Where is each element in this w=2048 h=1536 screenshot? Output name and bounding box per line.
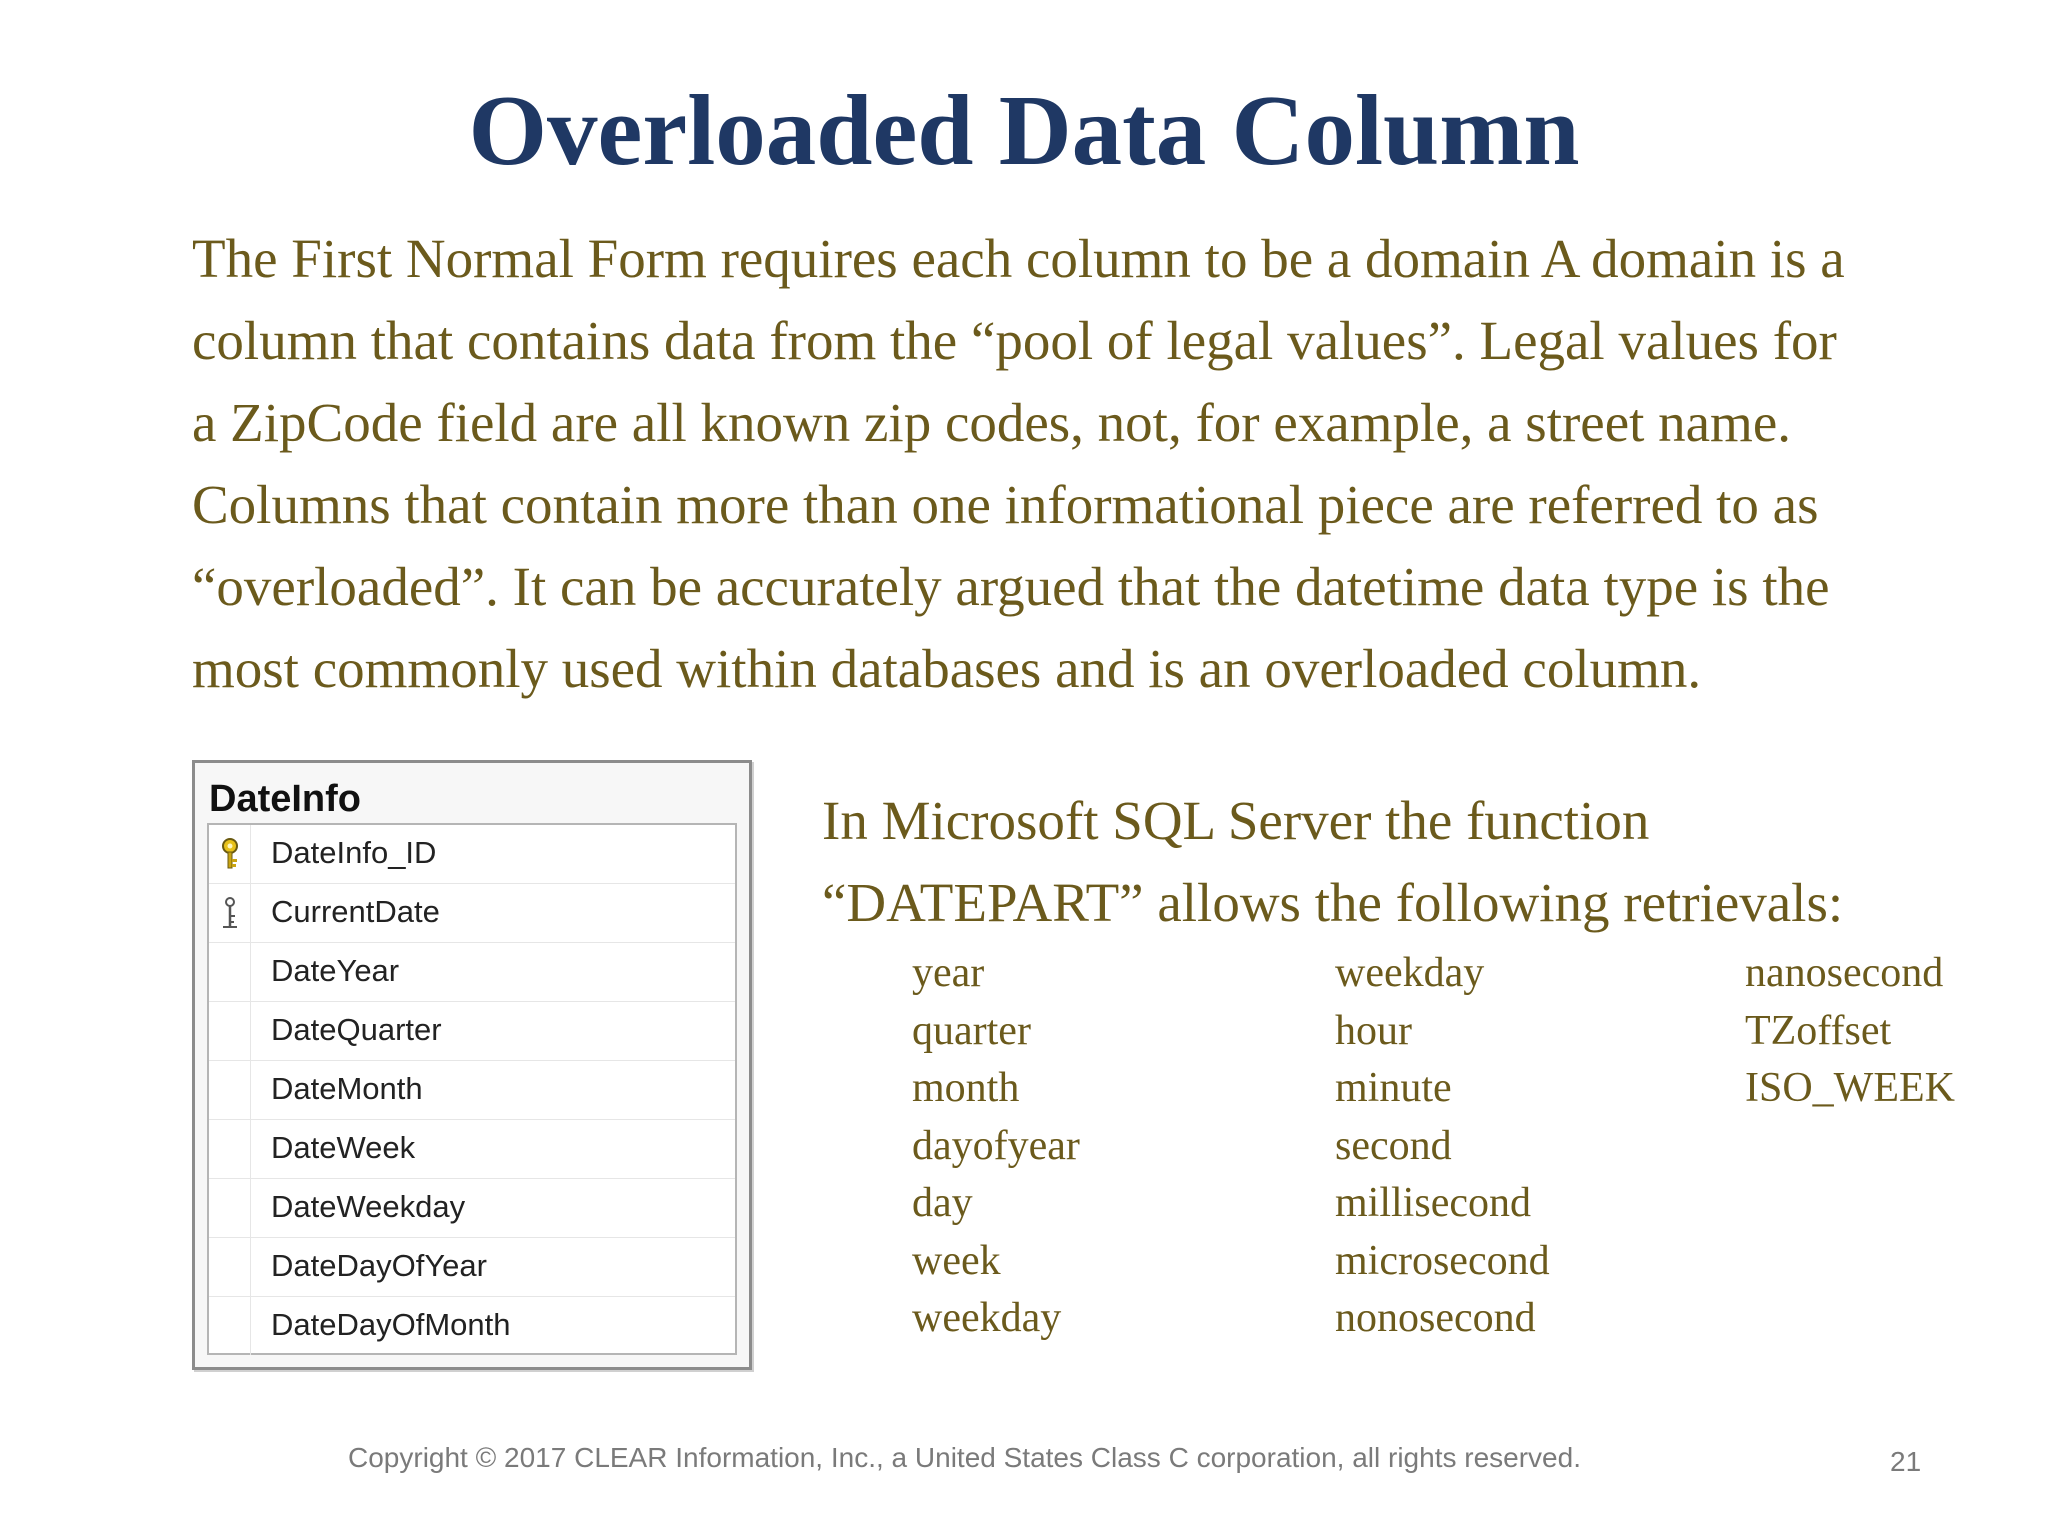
datepart-list-column-1 — [912, 945, 1080, 1348]
table-column-list — [207, 823, 737, 1355]
row-gutter — [209, 1297, 251, 1355]
row-gutter — [209, 1120, 251, 1178]
list-item: weekday — [1335, 950, 1485, 996]
table-row — [209, 884, 735, 943]
table-row — [209, 1002, 735, 1061]
row-gutter — [209, 1002, 251, 1060]
column-name: DateQuarter — [271, 1012, 442, 1047]
list-item: nonosecond — [1335, 1295, 1536, 1341]
table-row — [209, 1179, 735, 1238]
primary-key-icon — [217, 837, 243, 871]
list-item: weekday — [912, 1295, 1062, 1341]
column-name: DateMonth — [271, 1071, 423, 1106]
table-row — [209, 1297, 735, 1356]
list-item: hour — [1335, 1007, 1412, 1054]
column-name: DateYear — [271, 953, 400, 988]
row-gutter — [209, 825, 251, 883]
intro-line: most commonly used within databases and is an overloaded column. — [192, 638, 1702, 699]
intro-line: Columns that contain more than one informational piece are referred to as — [192, 474, 1819, 535]
list-item: ISO_WEEK — [1745, 1065, 1955, 1111]
list-item: day — [912, 1180, 973, 1226]
dateinfo-table-diagram — [192, 760, 752, 1370]
list-item: microsecond — [1335, 1237, 1550, 1284]
column-name: DateWeek — [271, 1130, 416, 1165]
column-name: CurrentDate — [271, 894, 440, 929]
intro-line: The First Normal Form requires each column to be a domain A domain is a — [192, 228, 1845, 289]
datepart-list-column-2 — [1335, 945, 1550, 1348]
page-number: 21 — [1890, 1446, 1922, 1477]
list-item: quarter — [912, 1007, 1031, 1054]
list-item: month — [912, 1065, 1020, 1111]
datepart-intro-line: “DATEPART” allows the following retrievals: — [822, 872, 1844, 933]
table-row — [209, 1120, 735, 1179]
column-name: DateDayOfYear — [271, 1248, 487, 1283]
row-gutter — [209, 1179, 251, 1237]
list-item: nanosecond — [1745, 950, 1944, 996]
row-gutter — [209, 884, 251, 942]
intro-line: “overloaded”. It can be accurately argued that the datetime data type is the — [192, 556, 1830, 617]
list-item: millisecond — [1335, 1180, 1531, 1226]
intro-paragraph — [192, 218, 1952, 710]
datepart-intro — [822, 780, 2002, 944]
row-gutter — [209, 1238, 251, 1296]
slide-title: Overloaded Data Column — [468, 74, 1580, 186]
intro-line: column that contains data from the “pool of legal values”. Legal values for — [192, 310, 1837, 371]
list-item: week — [912, 1237, 1001, 1284]
list-item: TZoffset — [1745, 1007, 1892, 1054]
column-name: DateDayOfMonth — [271, 1307, 511, 1342]
row-gutter — [209, 943, 251, 1001]
column-name: DateWeekday — [271, 1189, 466, 1224]
foreign-key-icon — [217, 896, 243, 930]
intro-line: a ZipCode field are all known zip codes, not, for example, a street name. — [192, 392, 1792, 453]
datepart-list-column-3 — [1745, 945, 1955, 1118]
table-name: DateInfo — [209, 778, 361, 820]
table-row — [209, 1061, 735, 1120]
list-item: dayofyear — [912, 1122, 1080, 1169]
table-row — [209, 1238, 735, 1297]
table-row — [209, 825, 735, 884]
list-item: minute — [1335, 1065, 1452, 1111]
datepart-intro-line: In Microsoft SQL Server the function — [822, 790, 1650, 851]
copyright-notice: Copyright © 2017 CLEAR Information, Inc., a United States Class C corporation, all rights reserved. — [348, 1442, 1581, 1473]
row-gutter — [209, 1061, 251, 1119]
list-item: second — [1335, 1122, 1452, 1169]
list-item: year — [912, 950, 985, 996]
table-row — [209, 943, 735, 1002]
column-name: DateInfo_ID — [271, 835, 437, 870]
